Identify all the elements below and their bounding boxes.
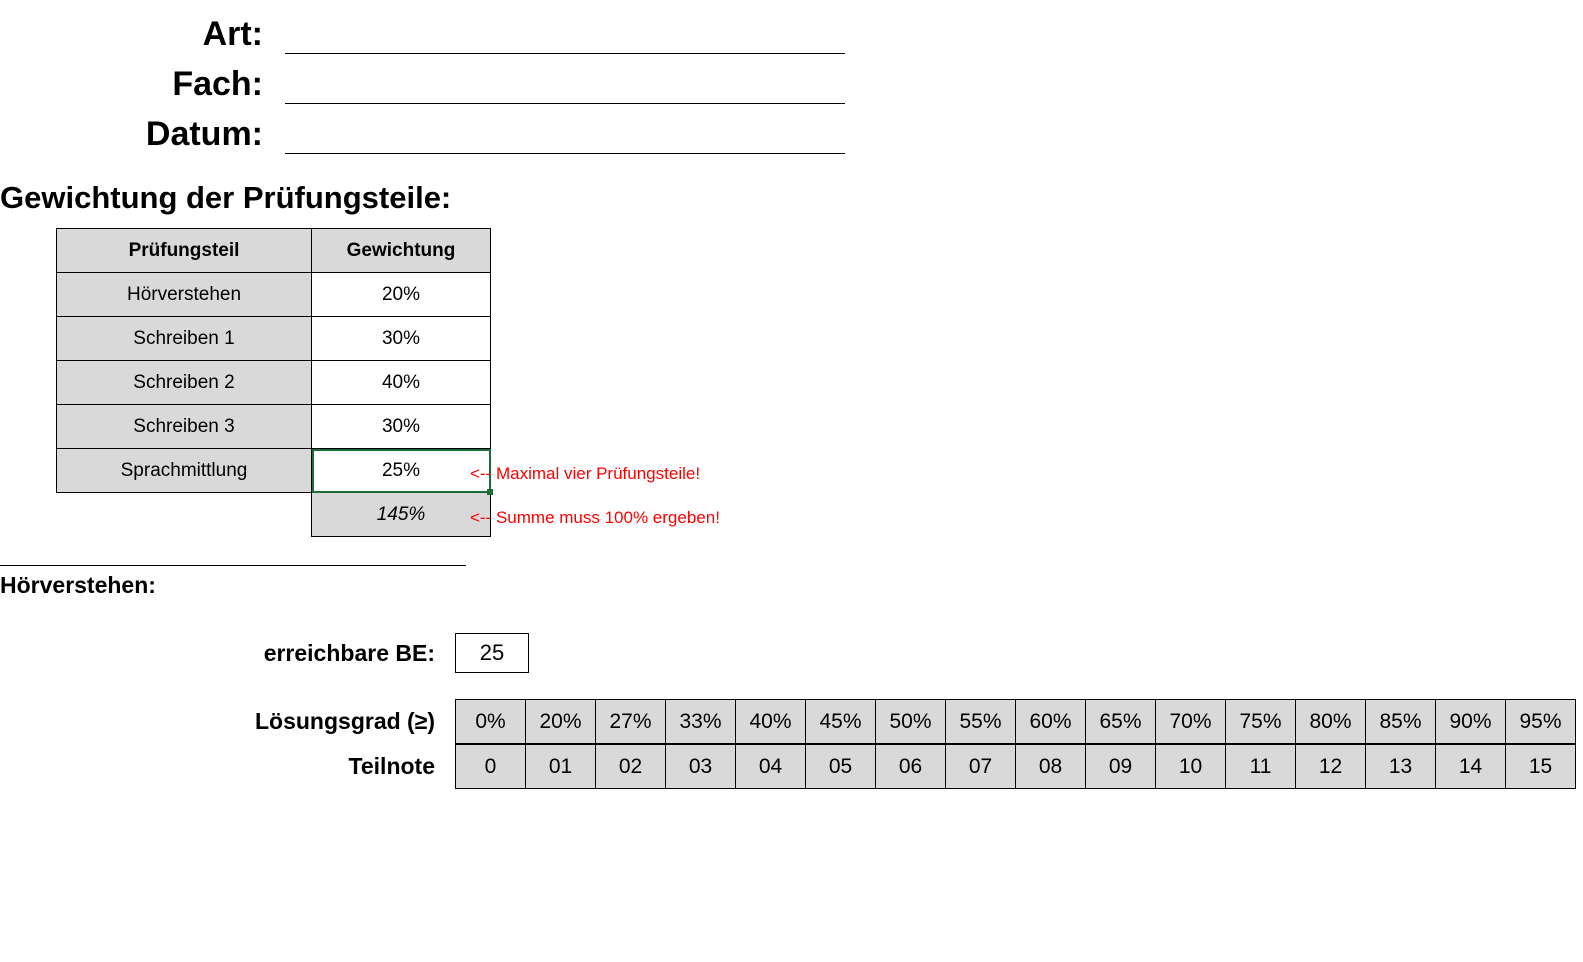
input-fach[interactable]	[285, 65, 845, 104]
part-name-cell[interactable]: Schreiben 2	[57, 361, 312, 405]
achievable-be-label: erreichbare BE:	[263, 639, 435, 666]
solution-level-cell[interactable]: 0%	[456, 700, 526, 744]
solution-level-table	[455, 699, 1576, 744]
solution-level-cell[interactable]: 95%	[1506, 700, 1576, 744]
part-name-cell[interactable]: Hörverstehen	[57, 273, 312, 317]
grade-cell[interactable]: 15	[1506, 745, 1576, 789]
table-row	[57, 449, 491, 493]
table-row	[57, 361, 491, 405]
solution-level-cell[interactable]: 75%	[1226, 700, 1296, 744]
grade-cell[interactable]: 01	[526, 745, 596, 789]
table-row	[57, 405, 491, 449]
weighting-table	[56, 228, 491, 537]
grade-scale-block	[0, 699, 1583, 789]
note-max-parts: <-- Maximal vier Prüfungsteile!	[470, 464, 701, 483]
sum-spacer-cell	[57, 493, 312, 537]
grade-cell[interactable]: 05	[806, 745, 876, 789]
grade-cell[interactable]: 0	[456, 745, 526, 789]
weighting-title: Gewichtung der Prüfungsteile:	[0, 180, 452, 215]
solution-level-label: Lösungsgrad (≥)	[254, 708, 435, 734]
solution-level-cell[interactable]: 27%	[596, 700, 666, 744]
grade-cell[interactable]: 04	[736, 745, 806, 789]
grade-cell[interactable]: 09	[1086, 745, 1156, 789]
solution-level-cell[interactable]: 90%	[1436, 700, 1506, 744]
grade-cell[interactable]: 02	[596, 745, 666, 789]
grade-row	[0, 744, 1583, 789]
weighting-section	[0, 228, 1583, 537]
weight-sum-cell: 145%	[312, 493, 491, 537]
header-fields	[0, 0, 1583, 154]
solution-level-cell[interactable]: 55%	[946, 700, 1016, 744]
table-header-row	[57, 229, 491, 273]
part-weight-cell[interactable]: 30%	[312, 317, 491, 361]
grade-cell[interactable]: 10	[1156, 745, 1226, 789]
grade-cell[interactable]: 12	[1296, 745, 1366, 789]
grade-cell[interactable]: 03	[666, 745, 736, 789]
part-weight-cell[interactable]: 20%	[312, 273, 491, 317]
part-name-cell[interactable]: Schreiben 1	[57, 317, 312, 361]
table-sum-row	[57, 493, 491, 537]
table-row	[456, 700, 1576, 744]
solution-level-row	[0, 699, 1583, 744]
solution-level-cell[interactable]: 65%	[1086, 700, 1156, 744]
part-weight-cell[interactable]: 40%	[312, 361, 491, 405]
solution-level-cell[interactable]: 40%	[736, 700, 806, 744]
field-row-fach	[0, 64, 1583, 104]
column-header-gewichtung: Gewichtung	[312, 229, 491, 273]
grade-cell[interactable]: 14	[1436, 745, 1506, 789]
solution-level-cell[interactable]: 80%	[1296, 700, 1366, 744]
section-divider	[0, 565, 466, 566]
label-datum: Datum:	[145, 115, 263, 153]
note-sum: <-- Summe muss 100% ergeben!	[470, 508, 720, 527]
solution-level-cell[interactable]: 85%	[1366, 700, 1436, 744]
grade-cell[interactable]: 08	[1016, 745, 1086, 789]
table-row	[57, 317, 491, 361]
solution-level-cell[interactable]: 33%	[666, 700, 736, 744]
solution-level-cell[interactable]: 60%	[1016, 700, 1086, 744]
column-header-pruefungsteil: Prüfungsteil	[57, 229, 312, 273]
input-art[interactable]	[285, 15, 845, 54]
solution-level-cell[interactable]: 20%	[526, 700, 596, 744]
achievable-be-input[interactable]: 25	[455, 633, 529, 673]
solution-level-cell[interactable]: 70%	[1156, 700, 1226, 744]
table-row	[456, 745, 1576, 789]
grade-cell[interactable]: 06	[876, 745, 946, 789]
grade-cell[interactable]: 11	[1226, 745, 1296, 789]
solution-level-cell[interactable]: 50%	[876, 700, 946, 744]
input-datum[interactable]	[285, 115, 845, 154]
table-row	[57, 273, 491, 317]
label-fach: Fach:	[172, 65, 263, 103]
grade-table	[455, 744, 1576, 789]
part-weight-cell-selected[interactable]: 25%	[312, 449, 491, 493]
section-title-hoerverstehen: Hörverstehen:	[0, 572, 156, 598]
part-weight-cell[interactable]: 30%	[312, 405, 491, 449]
achievable-be-row	[0, 633, 1583, 673]
grade-label: Teilnote	[348, 753, 435, 779]
part-name-cell[interactable]: Schreiben 3	[57, 405, 312, 449]
part-name-cell[interactable]: Sprachmittlung	[57, 449, 312, 493]
grade-cell[interactable]: 13	[1366, 745, 1436, 789]
label-art: Art:	[202, 15, 263, 53]
solution-level-cell[interactable]: 45%	[806, 700, 876, 744]
field-row-art	[0, 14, 1583, 54]
field-row-datum	[0, 114, 1583, 154]
grade-cell[interactable]: 07	[946, 745, 1016, 789]
